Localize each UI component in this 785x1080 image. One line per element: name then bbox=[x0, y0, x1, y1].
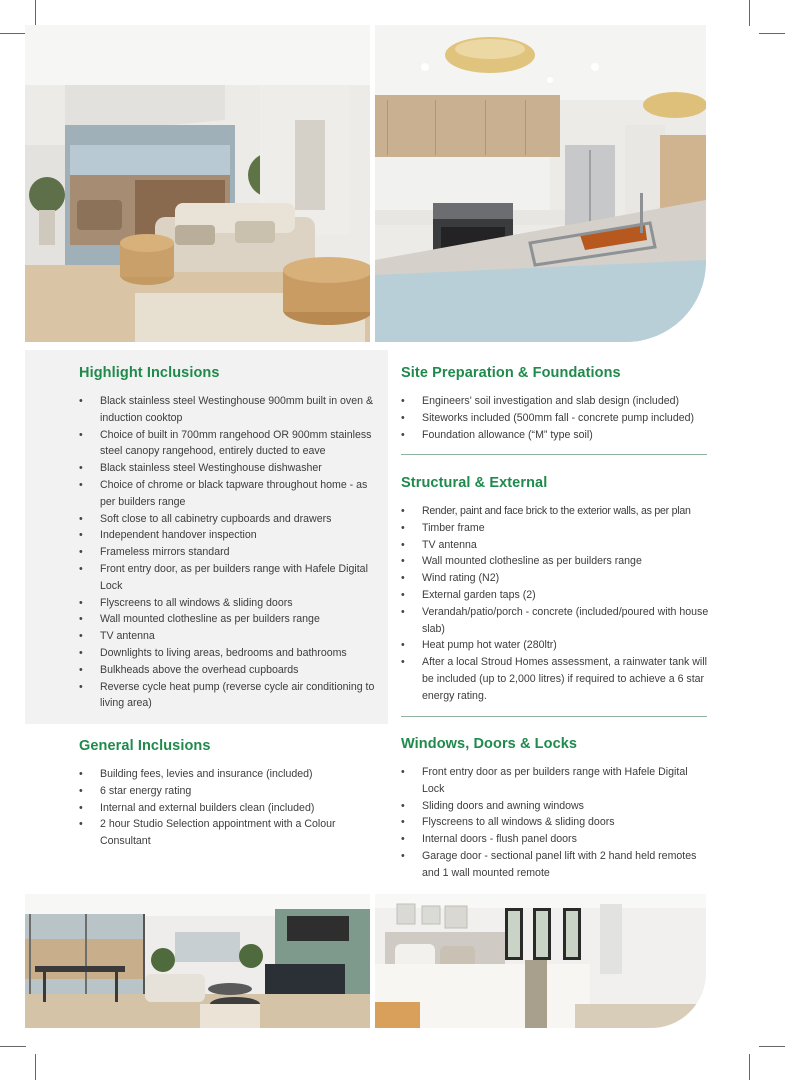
list-item: • Foundation allowance (“M” type soil) bbox=[401, 427, 711, 444]
list-item: • Sliding doors and awning windows bbox=[401, 798, 706, 815]
list-item: • Black stainless steel Westinghouse dishwasher bbox=[79, 460, 384, 477]
list-item: • Garage door - sectional panel lift with 2 hand held remotes and 1 wall mounted remote bbox=[401, 848, 706, 882]
list-item: • Engineers' soil investigation and slab design (included) bbox=[401, 393, 711, 410]
structural-external-list bbox=[401, 503, 711, 705]
section-divider bbox=[401, 454, 707, 455]
list-item: • Independent handover inspection bbox=[79, 527, 384, 544]
highlight-inclusions-title: Highlight Inclusions bbox=[79, 365, 220, 381]
general-inclusions-list bbox=[79, 766, 384, 850]
bedroom-photo bbox=[375, 894, 706, 1028]
list-item: • Black stainless steel Westinghouse 900mm built in oven & induction cooktop bbox=[79, 393, 384, 427]
list-item: • Choice of chrome or black tapware throughout home - as per builders range bbox=[79, 477, 384, 511]
list-item: • TV antenna bbox=[79, 628, 384, 645]
list-item: • Soft close to all cabinetry cupboards and drawers bbox=[79, 511, 384, 528]
list-item: • External garden taps (2) bbox=[401, 587, 711, 604]
list-item: • Building fees, levies and insurance (included) bbox=[79, 766, 384, 783]
list-item: • Front entry door, as per builders range with Hafele Digital Lock bbox=[79, 561, 384, 595]
list-item: • Flyscreens to all windows & sliding doors bbox=[79, 595, 384, 612]
windows-doors-locks-title: Windows, Doors & Locks bbox=[401, 736, 578, 752]
list-item: • Heat pump hot water (280ltr) bbox=[401, 637, 711, 654]
list-item: • Choice of built in 700mm rangehood OR 900mm stainless steel canopy rangehood, entirely ducted to eave bbox=[79, 427, 384, 461]
highlight-inclusions-list bbox=[79, 393, 384, 712]
list-item: • Downlights to living areas, bedrooms and bathrooms bbox=[79, 645, 384, 662]
windows-doors-locks-section bbox=[401, 736, 706, 882]
site-preparation-section bbox=[401, 365, 711, 443]
kitchen-photo bbox=[375, 25, 706, 342]
highlight-inclusions-section bbox=[79, 365, 384, 712]
structural-external-section bbox=[401, 475, 711, 705]
list-item: • 2 hour Studio Selection appointment with a Colour Consultant bbox=[79, 816, 384, 850]
list-item: • Internal doors - flush panel doors bbox=[401, 831, 706, 848]
section-divider bbox=[401, 716, 707, 717]
living-room-photo bbox=[25, 25, 370, 342]
structural-external-title: Structural & External bbox=[401, 475, 548, 491]
list-item: • Reverse cycle heat pump (reverse cycle air conditioning to living area) bbox=[79, 679, 384, 713]
list-item: • After a local Stroud Homes assessment, a rainwater tank will be included (up to 2,000 litres) if required to achieve a 6 star energy rating. bbox=[401, 654, 711, 704]
list-item: • Flyscreens to all windows & sliding doors bbox=[401, 814, 706, 831]
list-item: • TV antenna bbox=[401, 537, 711, 554]
general-inclusions-section bbox=[79, 738, 384, 850]
windows-doors-locks-list bbox=[401, 764, 706, 882]
list-item: • Siteworks included (500mm fall - concrete pump included) bbox=[401, 410, 711, 427]
list-item: • Internal and external builders clean (included) bbox=[79, 800, 384, 817]
list-item: • Bulkheads above the overhead cupboards bbox=[79, 662, 384, 679]
list-item: • Wall mounted clothesline as per builders range bbox=[401, 553, 711, 570]
list-item: • Render, paint and face brick to the exterior walls, as per plan bbox=[401, 503, 711, 520]
list-item: • Wind rating (N2) bbox=[401, 570, 711, 587]
family-room-photo bbox=[25, 894, 370, 1028]
list-item: • Frameless mirrors standard bbox=[79, 544, 384, 561]
list-item: • Wall mounted clothesline as per builders range bbox=[79, 611, 384, 628]
list-item: • 6 star energy rating bbox=[79, 783, 384, 800]
list-item: • Verandah/patio/porch - concrete (included/poured with house slab) bbox=[401, 604, 711, 638]
site-preparation-title: Site Preparation & Foundations bbox=[401, 365, 621, 381]
general-inclusions-title: General Inclusions bbox=[79, 738, 211, 754]
list-item: • Front entry door as per builders range with Hafele Digital Lock bbox=[401, 764, 706, 798]
site-preparation-list bbox=[401, 393, 711, 443]
list-item: • Timber frame bbox=[401, 520, 711, 537]
